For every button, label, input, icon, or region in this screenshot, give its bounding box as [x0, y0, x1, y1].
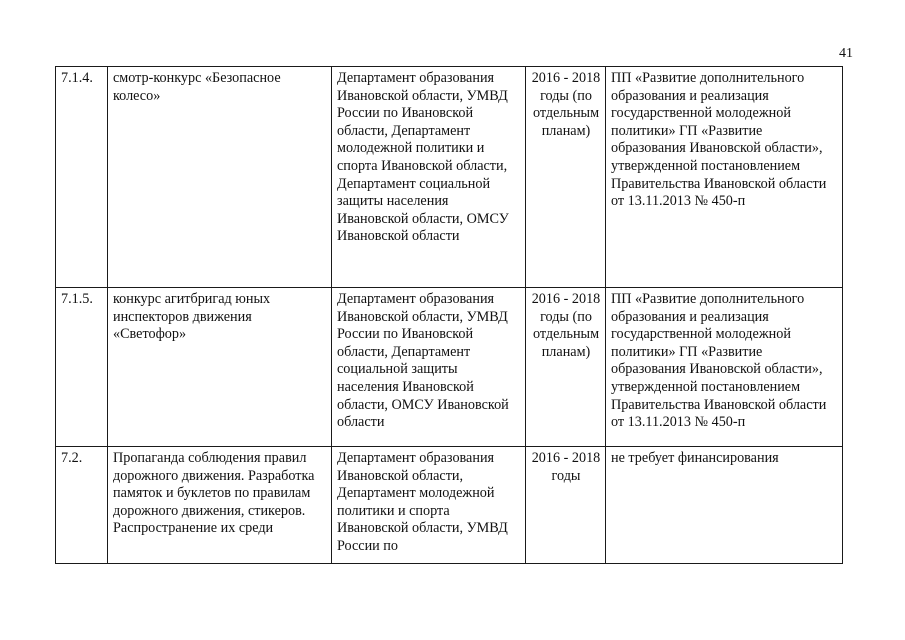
- table-row: [56, 447, 843, 564]
- funding-cell: не требует финансирования: [606, 447, 843, 564]
- page-number: 41: [839, 46, 853, 61]
- table-row: [56, 67, 843, 288]
- item-number-cell: 7.1.5.: [56, 288, 108, 447]
- funding-cell: ПП «Развитие дополнительного образования и реализация государственной молодежной политики» ГП «Развитие образования Ивановской области», утвержденной постановлением Правительства Ивановской области от 13.11.2013 № 450-п: [606, 288, 843, 447]
- period-cell: 2016 - 2018 годы: [526, 447, 606, 564]
- event-cell: Пропаганда соблюдения правил дорожного движения. Разработка памяток и буклетов по правилам дорожного движения, стикеров. Распространение их среди: [108, 447, 332, 564]
- measures-table: [55, 66, 843, 564]
- period-cell: 2016 - 2018 годы (по отдельным планам): [526, 67, 606, 288]
- event-cell: конкурс агитбригад юных инспекторов движения «Светофор»: [108, 288, 332, 447]
- item-number-cell: 7.2.: [56, 447, 108, 564]
- executors-cell: Департамент образования Ивановской области, УМВД России по Ивановской области, Департамент молодежной политики и спорта Ивановской области, Департамент социальной защиты населения Ивановской области, ОМСУ Ивановской области: [332, 67, 526, 288]
- period-cell: 2016 - 2018 годы (по отдельным планам): [526, 288, 606, 447]
- event-cell: смотр-конкурс «Безопасное колесо»: [108, 67, 332, 288]
- table-row: [56, 288, 843, 447]
- item-number-cell: 7.1.4.: [56, 67, 108, 288]
- executors-cell: Департамент образования Ивановской области, Департамент молодежной политики и спорта Ивановской области, УМВД России по: [332, 447, 526, 564]
- funding-cell: ПП «Развитие дополнительного образования и реализация государственной молодежной политики» ГП «Развитие образования Ивановской области», утвержденной постановлением Правительства Ивановской области от 13.11.2013 № 450-п: [606, 67, 843, 288]
- executors-cell: Департамент образования Ивановской области, УМВД России по Ивановской области, Департамент социальной защиты населения Ивановской области, ОМСУ Ивановской области: [332, 288, 526, 447]
